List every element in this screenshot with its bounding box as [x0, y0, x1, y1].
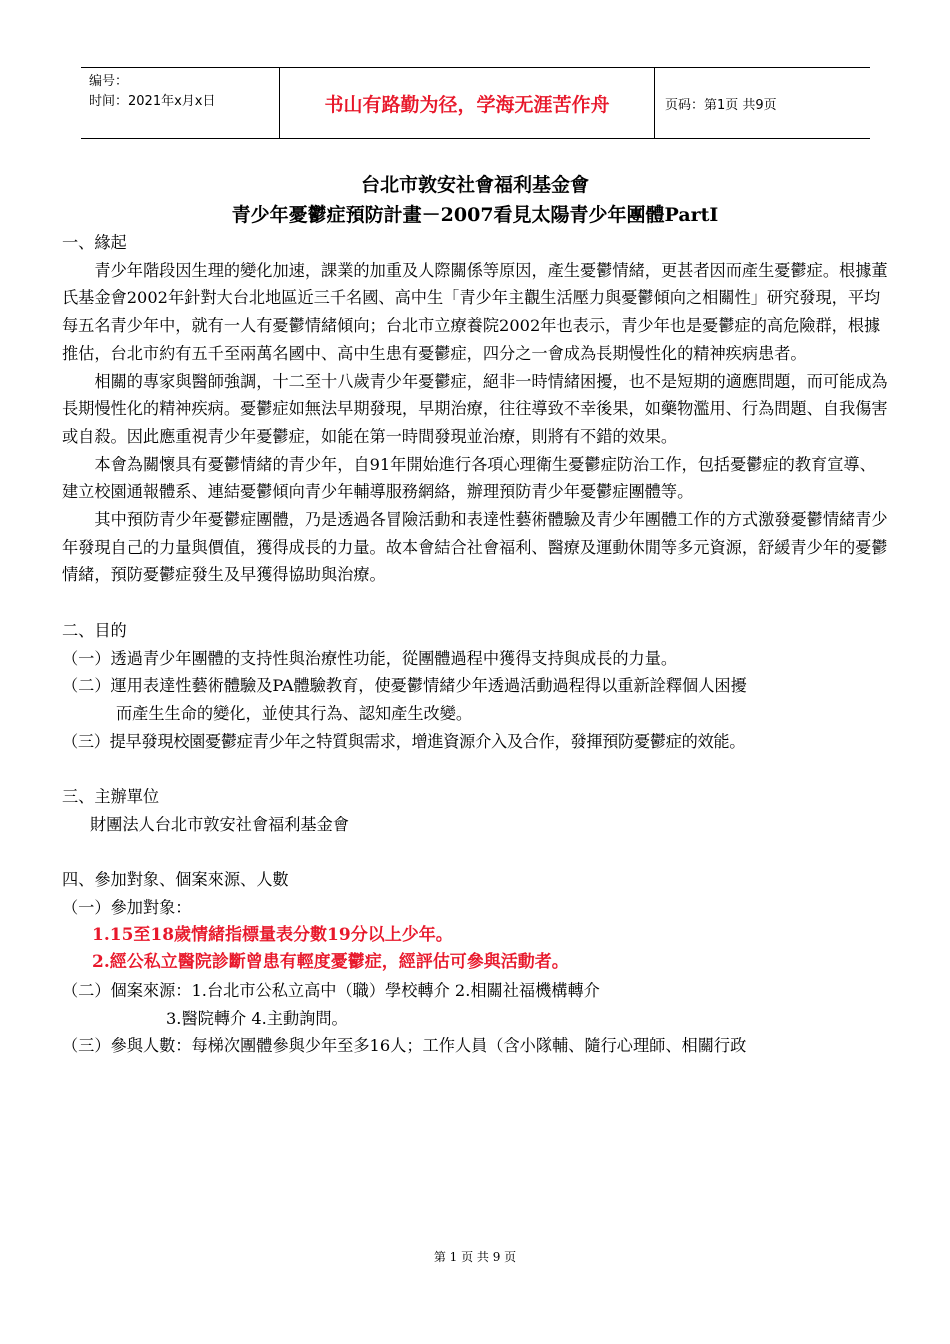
time-label: 时间：2021年x月x日	[89, 94, 216, 109]
doc-title-line1: 台北市敦安社會福利基金會	[360, 174, 589, 196]
section2-item2-cont: 而產生生命的變化，並使其行為、認知產生改變。	[116, 703, 473, 723]
number-label: 编号：	[89, 74, 129, 89]
spacer	[62, 589, 888, 617]
section4-item3: （三）參與人數：每梯次團體參與少年至多16人；工作人員（含小隊輔、隨行心理師、相關行政	[62, 1036, 747, 1056]
header-meta	[81, 68, 280, 138]
section1-paragraph3: 本會為關懷具有憂鬱情緒的青少年，自91年開始進行各項心理衛生憂鬱症防治工作，包括憂鬱症的教育宣導、建立校園通報體系、連結憂鬱傾向青少年輔導服務網絡，辦理預防青少年憂鬱症團體等。	[62, 454, 876, 502]
section4-criteria1: 1.15至18歲情緒指標量表分數19分以上少年。	[92, 924, 453, 945]
section3-heading: 三、主辦單位	[62, 787, 160, 807]
document-header	[81, 67, 870, 139]
section4-item2: （二）個案來源：1.台北市公私立高中（職）學校轉介 2.相關社福機構轉介	[62, 980, 600, 1000]
section1-paragraph1: 青少年階段因生理的變化加速，課業的加重及人際關係等原因，產生憂鬱情緒，更甚者因而產生憂鬱症。根據董氏基金會2002年針對大台北地區近三千名國、高中生「青少年主觀生活壓力與憂鬱傾向之相關性」研究發現，平均每五名青少年中，就有一人有憂鬱情緒傾向；台北市立療養院2002年也表示，青少年也是憂鬱症的高危險群，根據推估，台北市約有五千至兩萬名國中、高中生患有憂鬱症，四分之一會成為長期慢性化的精神疾病患者。	[62, 260, 888, 363]
document-body	[62, 229, 888, 1060]
section1-paragraph4: 其中預防青少年憂鬱症團體，乃是透過各冒險活動和表達性藝術體驗及青少年團體工作的方式激發憂鬱情緒青少年發現自己的力量與價值，獲得成長的力量。故本會結合社會福利、醫療及運動休閒等多元資源，舒緩青少年的憂鬱情緒，預防憂鬱症發生及早獲得協助與治療。	[62, 510, 888, 585]
section1-paragraph2: 相關的專家與醫師強調，十二至十八歲青少年憂鬱症，絕非一時情緒困擾，也不是短期的適應問題，而可能成為長期慢性化的精神疾病。憂鬱症如無法早期發現，早期治療，往往導致不幸後果，如藥物濫用、行為問題、自我傷害或自殺。因此應重視青少年憂鬱症，如能在第一時間發現並治療，則將有不錯的效果。	[62, 371, 888, 446]
section4-item2-cont: 3.醫院轉介 4.主動詢問。	[166, 1008, 348, 1028]
section4-criteria2: 2.經公私立醫院診斷曾患有輕度憂鬱症，經評估可參與活動者。	[92, 952, 569, 973]
section2-item1: （一）透過青少年團體的支持性與治療性功能，從團體過程中獲得支持與成長的力量。	[62, 648, 678, 668]
section2-item3: （三）提早發現校園憂鬱症青少年之特質與需求，增進資源介入及合作，發揮預防憂鬱症的效能。	[62, 731, 746, 751]
page-footer: 第 1 页 共 9 页	[433, 1250, 517, 1264]
section4-item1: （一）參加對象：	[62, 897, 192, 917]
spacer	[62, 838, 888, 866]
section3-body: 財團法人台北市敦安社會福利基金會	[90, 814, 349, 834]
section2-heading: 二、目的	[62, 620, 127, 640]
header-page-label: 页码：第1页 共9页	[665, 97, 777, 113]
header-motto: 书山有路勤为径，学海无涯苦作舟	[280, 68, 655, 138]
section4-heading: 四、參加對象、個案來源、人數	[62, 870, 289, 890]
doc-title-line2: 青少年憂鬱症預防計畫－2007看見太陽青少年團體PartI	[231, 204, 719, 226]
spacer	[62, 755, 888, 783]
section1-heading: 一、緣起	[62, 233, 127, 252]
section2-item2: （二）運用表達性藝術體驗及PA體驗教育，使憂鬱情緒少年透過活動過程得以重新詮釋個人困擾	[62, 676, 747, 696]
